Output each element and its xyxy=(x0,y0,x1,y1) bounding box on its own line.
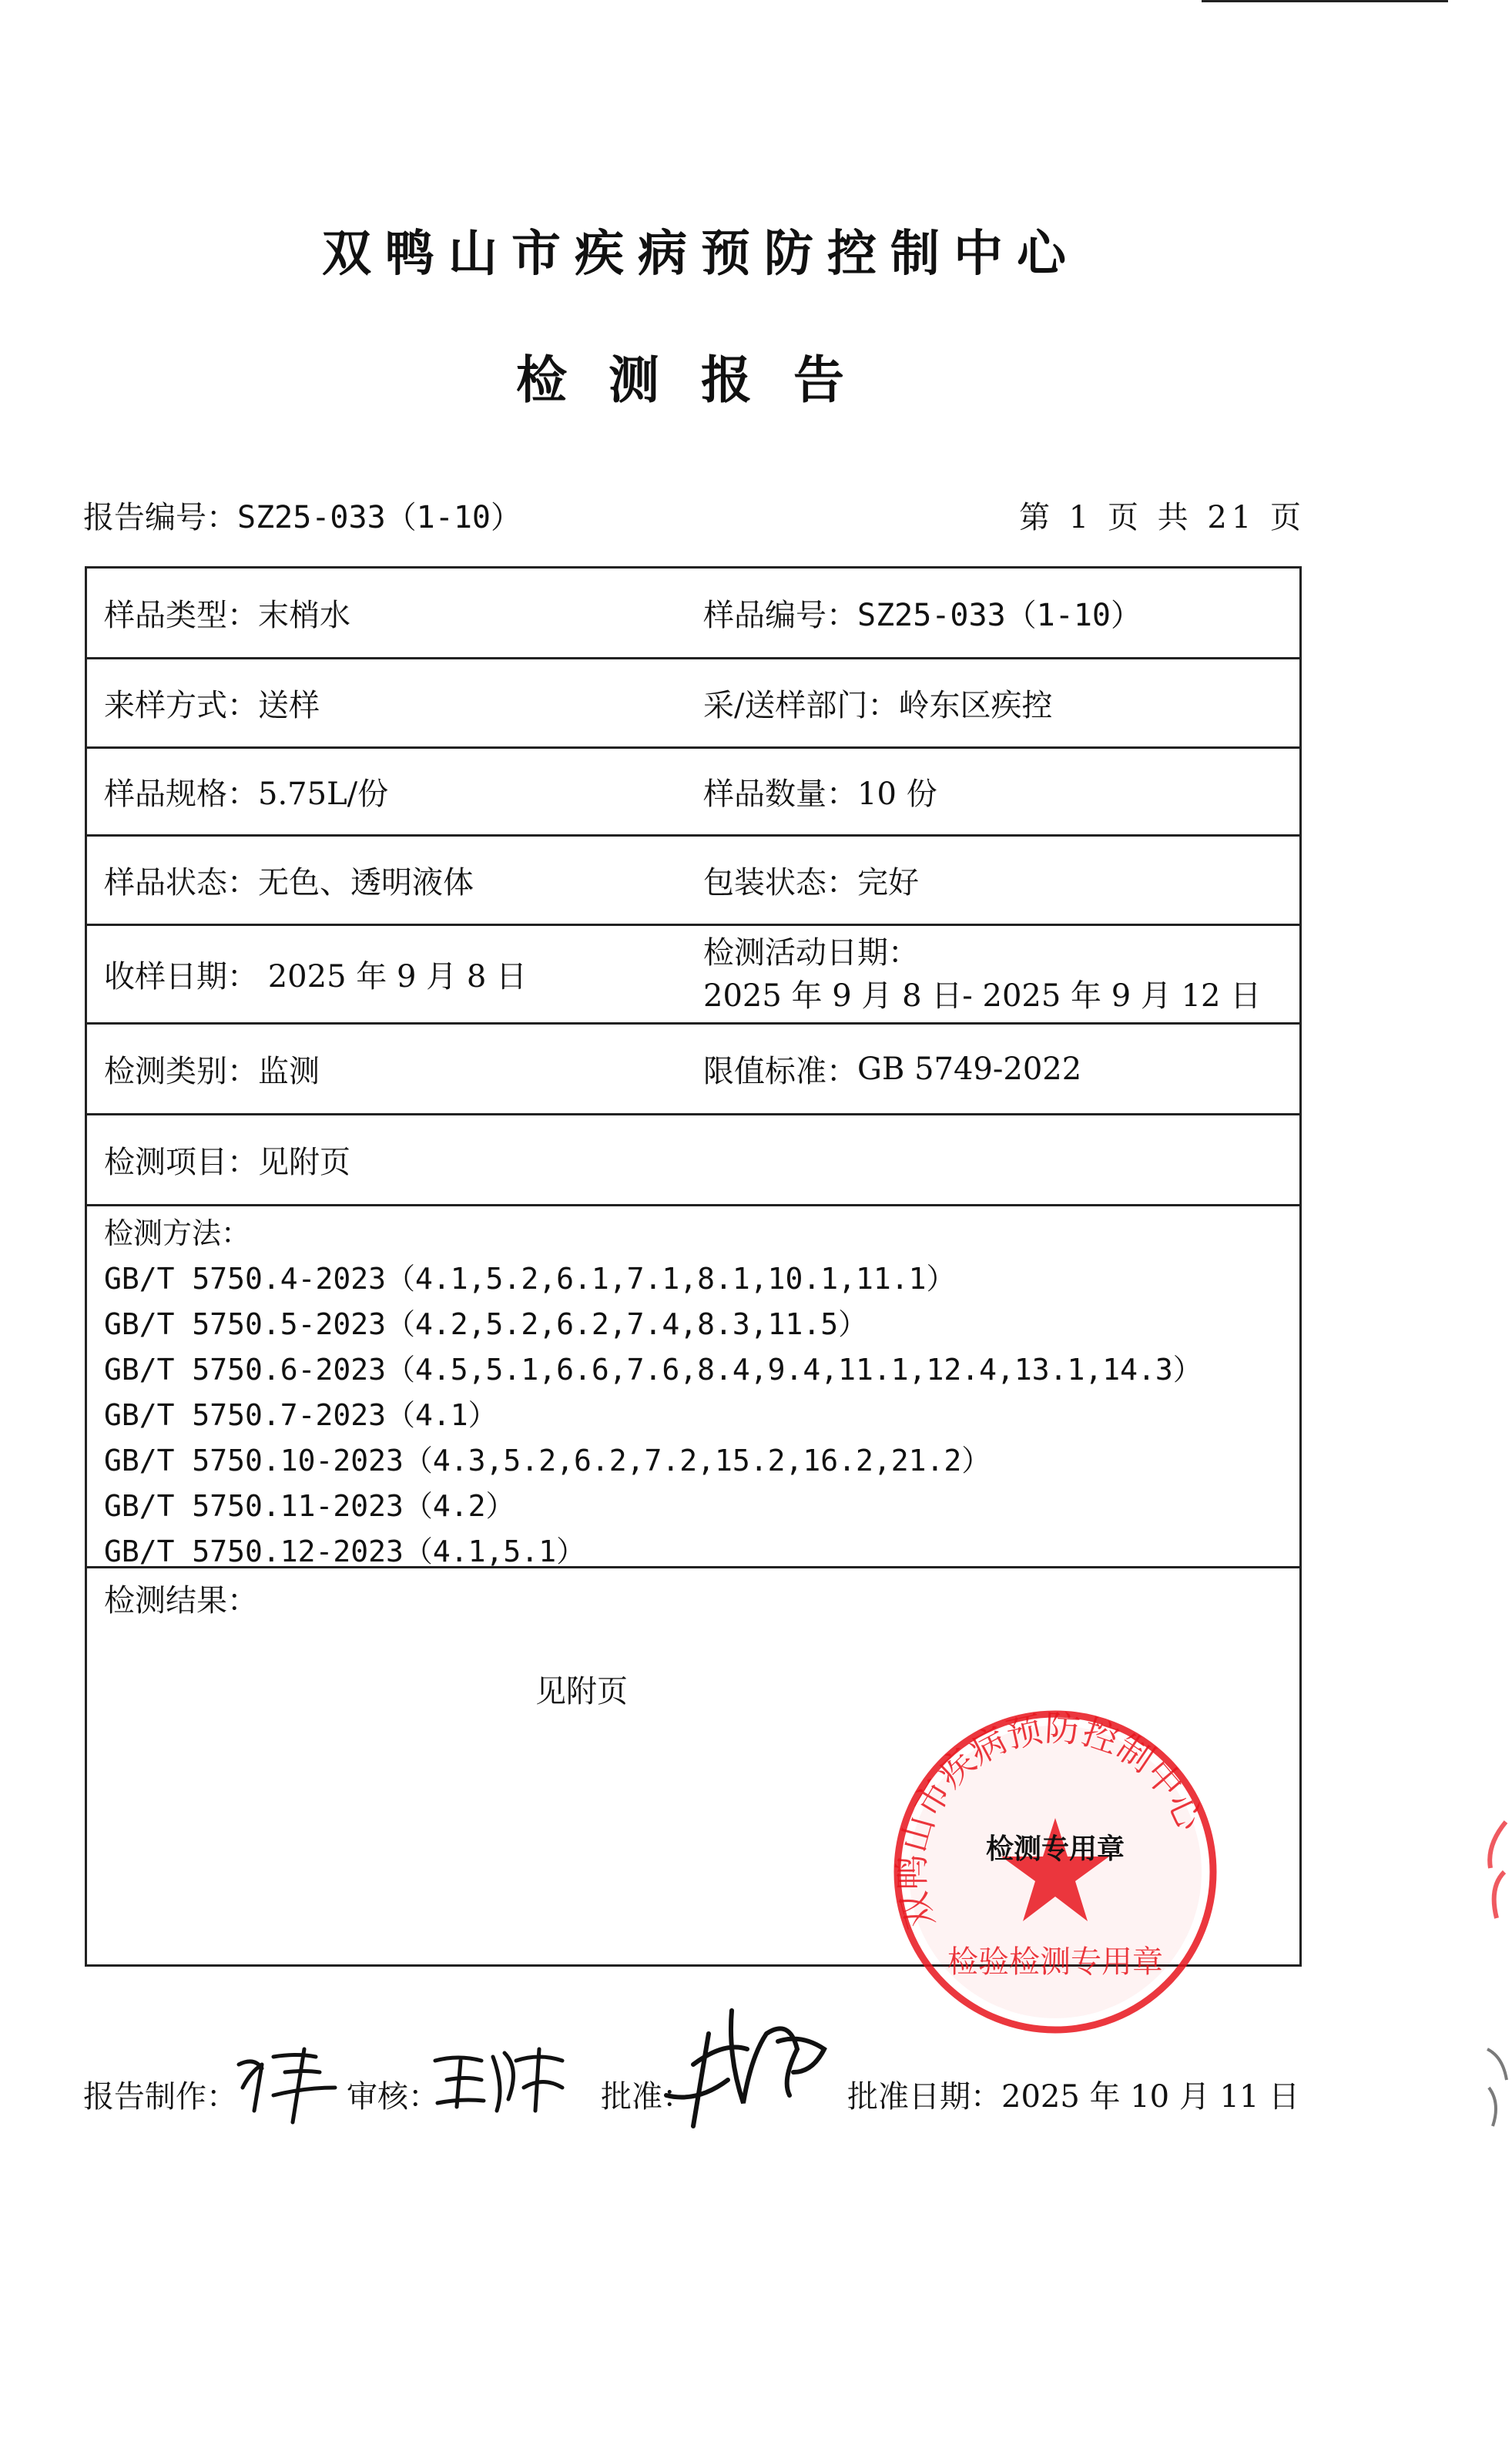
edge-ink-fragment xyxy=(1483,2041,1512,2134)
test-dates-value: 2025 年 9 月 8 日- 2025 年 9 月 12 日 xyxy=(703,978,1262,1014)
sample-state-value: 无色、透明液体 xyxy=(258,865,474,901)
approve-label: 批准： xyxy=(601,2079,693,2115)
sample-spec-label: 样品规格： xyxy=(104,777,258,812)
sample-type-cell xyxy=(104,569,689,657)
approval-date-value: 2025 年 10 月 11 日 xyxy=(1001,2079,1300,2115)
limit-standard-label: 限值标准： xyxy=(703,1054,857,1089)
sample-type-value: 末梢水 xyxy=(258,598,350,633)
sample-type-label: 样品类型： xyxy=(104,598,258,633)
sending-dept-cell xyxy=(703,659,1292,746)
seal-ring-text: 双鸭山市疾病预防控制中心 xyxy=(890,1707,1212,1934)
report-number-value: SZ25-033（1-10） xyxy=(237,500,521,535)
method-line: GB/T 5750.7-2023（4.1） xyxy=(104,1398,498,1432)
sample-quantity-label: 样品数量： xyxy=(703,777,857,812)
test-dates-cell xyxy=(703,926,1292,1022)
test-category-label: 检测类别： xyxy=(104,1054,258,1089)
package-state-label: 包装状态： xyxy=(703,865,857,901)
organization-name: 双鸭山市疾病预防控制中心 xyxy=(322,226,1080,283)
sending-dept-value: 岭东区疾控 xyxy=(898,688,1053,723)
test-methods-row xyxy=(87,1206,1299,1568)
test-items-value: 见附页 xyxy=(258,1145,350,1180)
table-row xyxy=(87,749,1299,837)
test-results-label: 检测结果： xyxy=(104,1583,258,1618)
test-items-cell xyxy=(104,1115,1259,1204)
method-line: GB/T 5750.4-2023（4.1,5.2,6.1,7.1,8.1,10.1,11.1） xyxy=(104,1262,956,1296)
test-methods-block xyxy=(104,1211,1202,1575)
sample-spec-cell xyxy=(104,749,689,834)
method-line: GB/T 5750.11-2023（4.2） xyxy=(104,1489,515,1523)
test-category-value: 监测 xyxy=(258,1054,320,1089)
review-signature xyxy=(431,2034,570,2118)
seal-center-label: 检测专用章 xyxy=(985,1833,1125,1865)
package-state-cell xyxy=(703,837,1292,924)
method-line: GB/T 5750.6-2023（4.5,5.1,6.6,7.6,8.4,9.4,11.1,12.4,13.1,14.3） xyxy=(104,1353,1202,1387)
sampling-method-label: 来样方式： xyxy=(104,688,258,723)
table-row xyxy=(87,1115,1299,1206)
table-row xyxy=(87,926,1299,1025)
table-row xyxy=(87,1025,1299,1115)
approval-date-label: 批准日期： xyxy=(847,2079,1001,2115)
table-row xyxy=(87,569,1299,659)
sample-state-cell xyxy=(104,837,689,924)
sample-number-label: 样品编号： xyxy=(703,598,857,633)
prepared-by-signature xyxy=(231,2034,347,2126)
limit-standard-cell xyxy=(703,1025,1292,1113)
sample-quantity-cell xyxy=(703,749,1292,834)
test-category-cell xyxy=(104,1025,689,1113)
approver-signature xyxy=(662,2003,832,2142)
review-label: 审核： xyxy=(347,2079,439,2115)
table-row xyxy=(87,659,1299,749)
method-line: GB/T 5750.5-2023（4.2,5.2,6.2,7.4,8.3,11.5） xyxy=(104,1307,868,1341)
sampling-method-value: 送样 xyxy=(258,688,320,723)
sample-spec-value: 5.75L/份 xyxy=(258,777,389,812)
edge-seal-fragment xyxy=(1483,1818,1512,1926)
limit-standard-value: GB 5749-2022 xyxy=(857,1051,1082,1087)
package-state-value: 完好 xyxy=(857,865,919,901)
prepared-by-label: 报告制作： xyxy=(83,2079,237,2115)
sample-number-value: SZ25-033（1-10） xyxy=(857,598,1142,633)
sample-state-label: 样品状态： xyxy=(104,865,258,901)
official-seal-stamp xyxy=(886,1702,1225,2041)
sample-number-cell xyxy=(703,569,1292,657)
test-methods-label: 检测方法： xyxy=(104,1216,251,1250)
scan-edge-line xyxy=(1202,0,1448,2)
table-row xyxy=(87,837,1299,926)
method-line: GB/T 5750.12-2023（4.1,5.1） xyxy=(104,1535,586,1568)
receive-date-cell xyxy=(104,926,689,1022)
test-items-label: 检测项目： xyxy=(104,1145,258,1180)
page-indicator: 第 1 页 共 21 页 xyxy=(1019,500,1306,535)
sampling-method-cell xyxy=(104,659,689,746)
receive-date-label: 收样日期： xyxy=(104,959,258,995)
sample-quantity-value: 10 份 xyxy=(857,777,937,812)
seal-bottom-text: 检验检测专用章 xyxy=(947,1944,1163,1980)
test-dates-label: 检测活动日期： xyxy=(703,934,919,971)
report-number-label: 报告编号： xyxy=(83,500,237,535)
method-line: GB/T 5750.10-2023（4.3,5.2,6.2,7.2,15.2,16.2,21.2） xyxy=(104,1444,991,1478)
report-number xyxy=(83,493,521,537)
receive-date-value: 2025 年 9 月 8 日 xyxy=(267,959,527,995)
report-title: 检测报告 xyxy=(516,351,886,410)
approval-date xyxy=(847,2072,1299,2116)
sending-dept-label: 采/送样部门： xyxy=(703,688,899,723)
test-results-value: 见附页 xyxy=(535,1674,628,1709)
